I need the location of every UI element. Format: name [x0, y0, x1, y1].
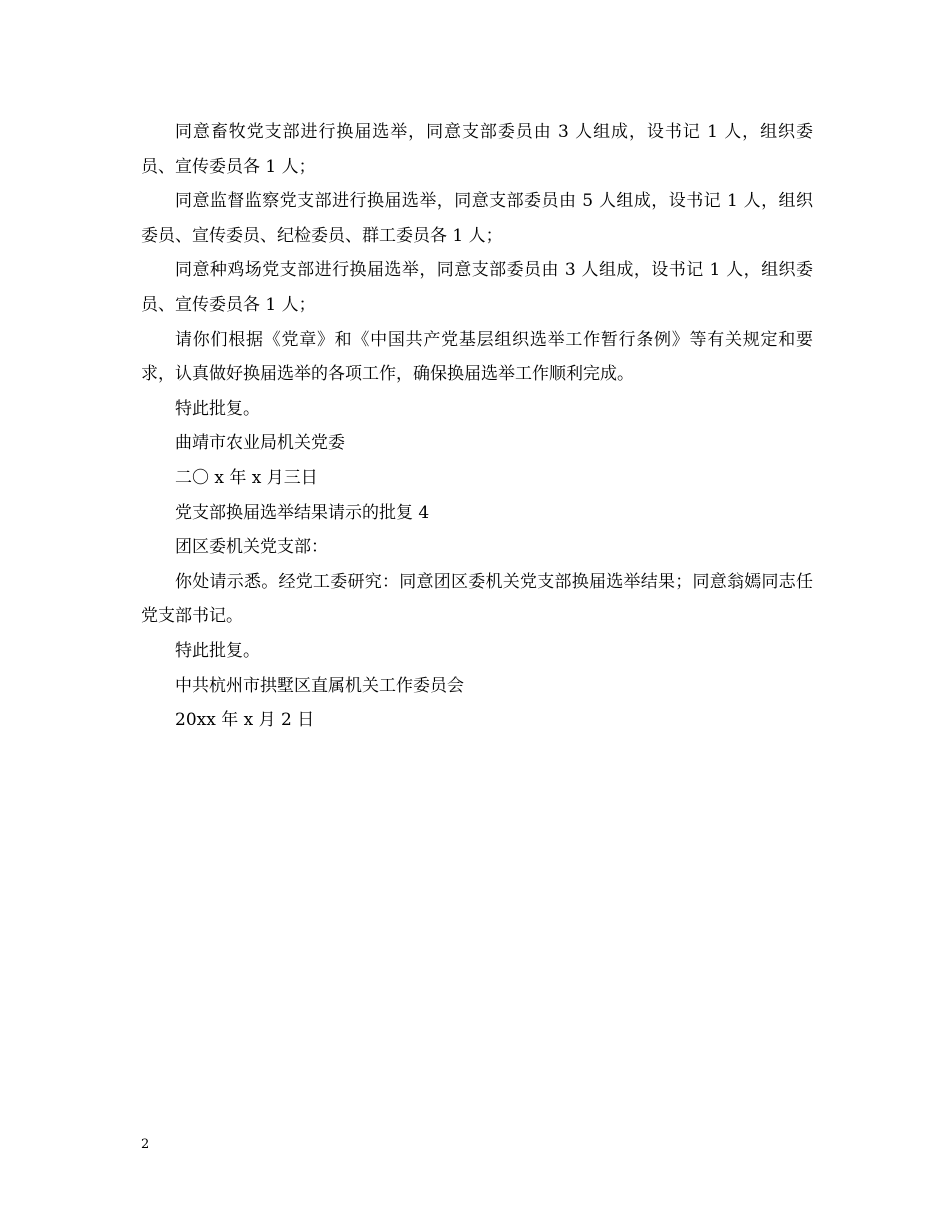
paragraph-approval-chicken-farm: 同意种鸡场党支部进行换届选举，同意支部委员由 3 人组成，设书记 1 人，组织委员、宣传委员各 1 人； [141, 260, 813, 315]
signature-org-1: 曲靖市农业局机关党委 [175, 433, 345, 454]
signature-org-2: 中共杭州市拱墅区直属机关工作委员会 [175, 675, 464, 696]
signature-date-2: 20xx 年 x 月 2 日 [175, 710, 315, 731]
recipient-line: 团区委机关党支部： [175, 537, 328, 558]
paragraph-approval-animal-husbandry: 同意畜牧党支部进行换届选举，同意支部委员由 3 人组成，设书记 1 人，组织委员、宣传委员各 1 人； [141, 122, 813, 177]
paragraph-closing-2: 特此批复。 [175, 640, 260, 661]
page-number: 2 [141, 1137, 150, 1152]
section-title-4: 党支部换届选举结果请示的批复 4 [175, 502, 430, 523]
signature-date-1: 二〇 x 年 x 月三日 [175, 467, 318, 488]
paragraph-closing-1: 特此批复。 [175, 398, 260, 419]
paragraph-approval-supervision: 同意监督监察党支部进行换届选举，同意支部委员由 5 人组成，设书记 1 人，组织委员、宣传委员、纪检委员、群工委员各 1 人； [141, 191, 813, 246]
document-body [141, 115, 813, 738]
paragraph-approval-result: 你处请示悉。经党工委研究：同意团区委机关党支部换届选举结果；同意翁嫣同志任党支部书记。 [141, 571, 813, 627]
paragraph-instructions: 请你们根据《党章》和《中国共产党基层组织选举工作暂行条例》等有关规定和要求，认真做好换届选举的各项工作，确保换届选举工作顺利完成。 [141, 329, 813, 385]
